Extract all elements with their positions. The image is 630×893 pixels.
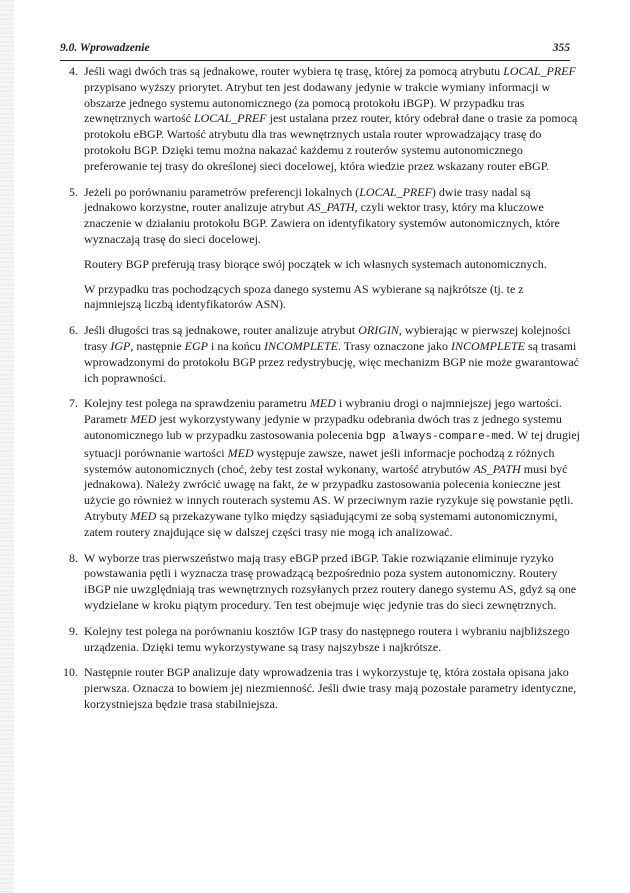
italic-term: MED <box>130 508 157 523</box>
text-span: jest wykorzystywany jedynie w przypadku odebrania dwóch tras z jednego systemu autonomicznego lub w przypadku zastosowania polecenia <box>84 412 562 442</box>
item-paragraph <box>84 551 582 614</box>
text-span: . W tej drugiej sytuacji porównanie wartości <box>84 427 581 460</box>
text-span: Kolejny test polega na sprawdzeniu parametru <box>84 396 310 411</box>
text-span: , czyli wektor trasy, który ma kluczowe znaczenie w działaniu protokołu BGP. Zawiera on identyfikatory systemów autonomicznych, które wyznaczają trasę do sieci docelowej. <box>84 200 560 246</box>
item-paragraph <box>84 257 582 273</box>
item-number: 5. <box>69 184 78 199</box>
item-number: 7. <box>69 396 78 411</box>
scan-edge-shadow <box>0 0 14 893</box>
text-span: W wyborze tras pierwszeństwo mają trasy eBGP przed iBGP. Takie rozwiązanie eliminuje ryzyko powstawania pętli i wyznacza trasę prowadzącą bezpośrednio poza system autonomiczny. Routery iBGP nie uwzględniają tras wewnętrznych rozsyłanych przez routery danego systemu AS, gdyż są one wydzielane w kroku piątym procedury. Ten test obejmuje więc jedynie tras do sieci zewnętrznych. <box>84 550 577 612</box>
item-number: 8. <box>69 550 78 565</box>
text-span: i na końcu <box>207 338 264 353</box>
list-item <box>62 551 582 614</box>
page-header <box>60 40 570 61</box>
italic-term: LOCAL_PREF <box>503 64 576 78</box>
italic-term: AS_PATH <box>473 461 521 476</box>
italic-term: IGP <box>110 338 131 353</box>
page-number: 355 <box>552 42 570 54</box>
text-span: jest ustalana przez router, który odebrał dane o trasie za pomocą protokołu eBGP. Wartość atrybutu dla tras wewnętrznych ustala router wprowadzający trasę do protokołu BGP. Dzięki temu można nakazać każdemu z routerów systemu autonomicznego preferowanie tej trasy do określonej sieci docelowej, która wiedzie przez wskazany router eBGP. <box>84 111 578 173</box>
section-title: 9.0. Wprowadzenie <box>60 42 150 54</box>
list-item <box>62 185 582 314</box>
list-item <box>62 323 582 386</box>
text-span: i wybraniu drogi o najmniejszej jego wartości. Parametr <box>84 396 562 427</box>
numbered-list <box>62 64 582 723</box>
italic-term: INCOMPLETE <box>450 338 525 353</box>
text-span: Jeśli długości tras są jednakowe, router analizuje atrybut <box>84 323 359 338</box>
item-number: 4. <box>69 64 78 78</box>
italic-term: MED <box>309 396 336 411</box>
text-span: ) dwie trasy nadal są jednakowo korzystne, router analizuje atrybut <box>84 184 531 215</box>
list-item <box>62 396 582 540</box>
italic-term: MED <box>130 412 157 427</box>
text-span: przypisano wyższy priorytet. Atrybut ten jest dodawany jedynie w trakcie wymiany informacji w obszarze jednego systemu autonomicznego (za pomocą protokołu iBGP). W przypadku tras zewnętrznych wartość <box>84 79 551 126</box>
italic-term: MED <box>227 445 254 460</box>
italic-term: AS_PATH <box>307 200 355 215</box>
item-number: 9. <box>69 623 78 638</box>
text-span: występuje zawsze, nawet jeśli informacje pochodzą z różnych systemów autonomicznych (choć, żeby test został wykonany, wartość atrybutów <box>84 445 555 476</box>
item-paragraph <box>84 665 582 712</box>
text-span: Routery BGP preferują trasy biorące swój początek w ich własnych systemach autonomicznych. <box>84 256 547 271</box>
italic-term: EGP <box>184 338 208 353</box>
italic-term: ORIGIN <box>358 323 399 338</box>
item-paragraph <box>84 323 582 386</box>
text-span: . Trasy oznaczone jako <box>338 338 451 353</box>
text-span: są przekazywane tylko między sąsiadującymi ze sobą systemami autonomicznymi, zatem routery znajdujące się w dalszej części trasy nie mogą ich analizować. <box>84 508 558 539</box>
command-code: bgp always-compare-med <box>365 430 512 443</box>
text-span: musi być jednakowa). Należy zwrócić uwagę na fakt, że w przypadku zastosowania polecenia konieczne jest użycie go również w innych routerach systemu AS. W przeciwnym razie ryzykuje się powstanie pętli. Atrybuty <box>84 461 574 523</box>
text-span: Jeśli wagi dwóch tras są jednakowe, router wybiera tę trasę, której za pomocą atrybutu <box>84 64 504 78</box>
italic-term: LOCAL_PREF <box>359 184 432 199</box>
text-span: W przypadku tras pochodzących spoza danego systemu AS wybierane są najkrótsze (tj. te z najmniejszą liczbą identyfikatorów ASN). <box>84 281 524 312</box>
italic-term: LOCAL_PREF <box>193 111 267 126</box>
text-span: Kolejny test polega na porównaniu kosztów IGP trasy do następnego routera i wybraniu najbliższego urządzenia. Dzięki temu wykorzystywane są trasy najszybsze i najkrótsze. <box>84 623 570 654</box>
item-paragraph <box>84 185 582 248</box>
item-number: 6. <box>69 323 78 338</box>
item-number: 10. <box>63 665 78 680</box>
item-paragraph <box>84 282 582 314</box>
list-item <box>62 624 582 656</box>
list-item <box>62 64 582 175</box>
item-paragraph <box>84 396 582 540</box>
text-span: Następnie router BGP analizuje daty wprowadzenia tras i wykorzystuje tę, która została opisana jako pierwsza. Oznacza to bowiem jej niezmienność. Jeśli dwie trasy mają pozostałe parametry identyczne, korzystniejsza będzie trasa stabilniejsza. <box>84 665 577 711</box>
text-span: , wybierając w pierwszej kolejności trasy <box>84 323 571 353</box>
text-span: Jeżeli po porównaniu parametrów preferencji lokalnych ( <box>84 184 360 199</box>
italic-term: INCOMPLETE <box>263 338 338 353</box>
text-span: , następnie <box>130 338 185 353</box>
text-span: są trasami wprowadzonymi do protokołu BGP przez redystrybucję, więc mechanizm BGP nie może gwarantować ich poprawności. <box>84 338 579 385</box>
list-item <box>62 665 582 712</box>
item-paragraph <box>84 624 582 656</box>
item-paragraph <box>84 64 582 175</box>
